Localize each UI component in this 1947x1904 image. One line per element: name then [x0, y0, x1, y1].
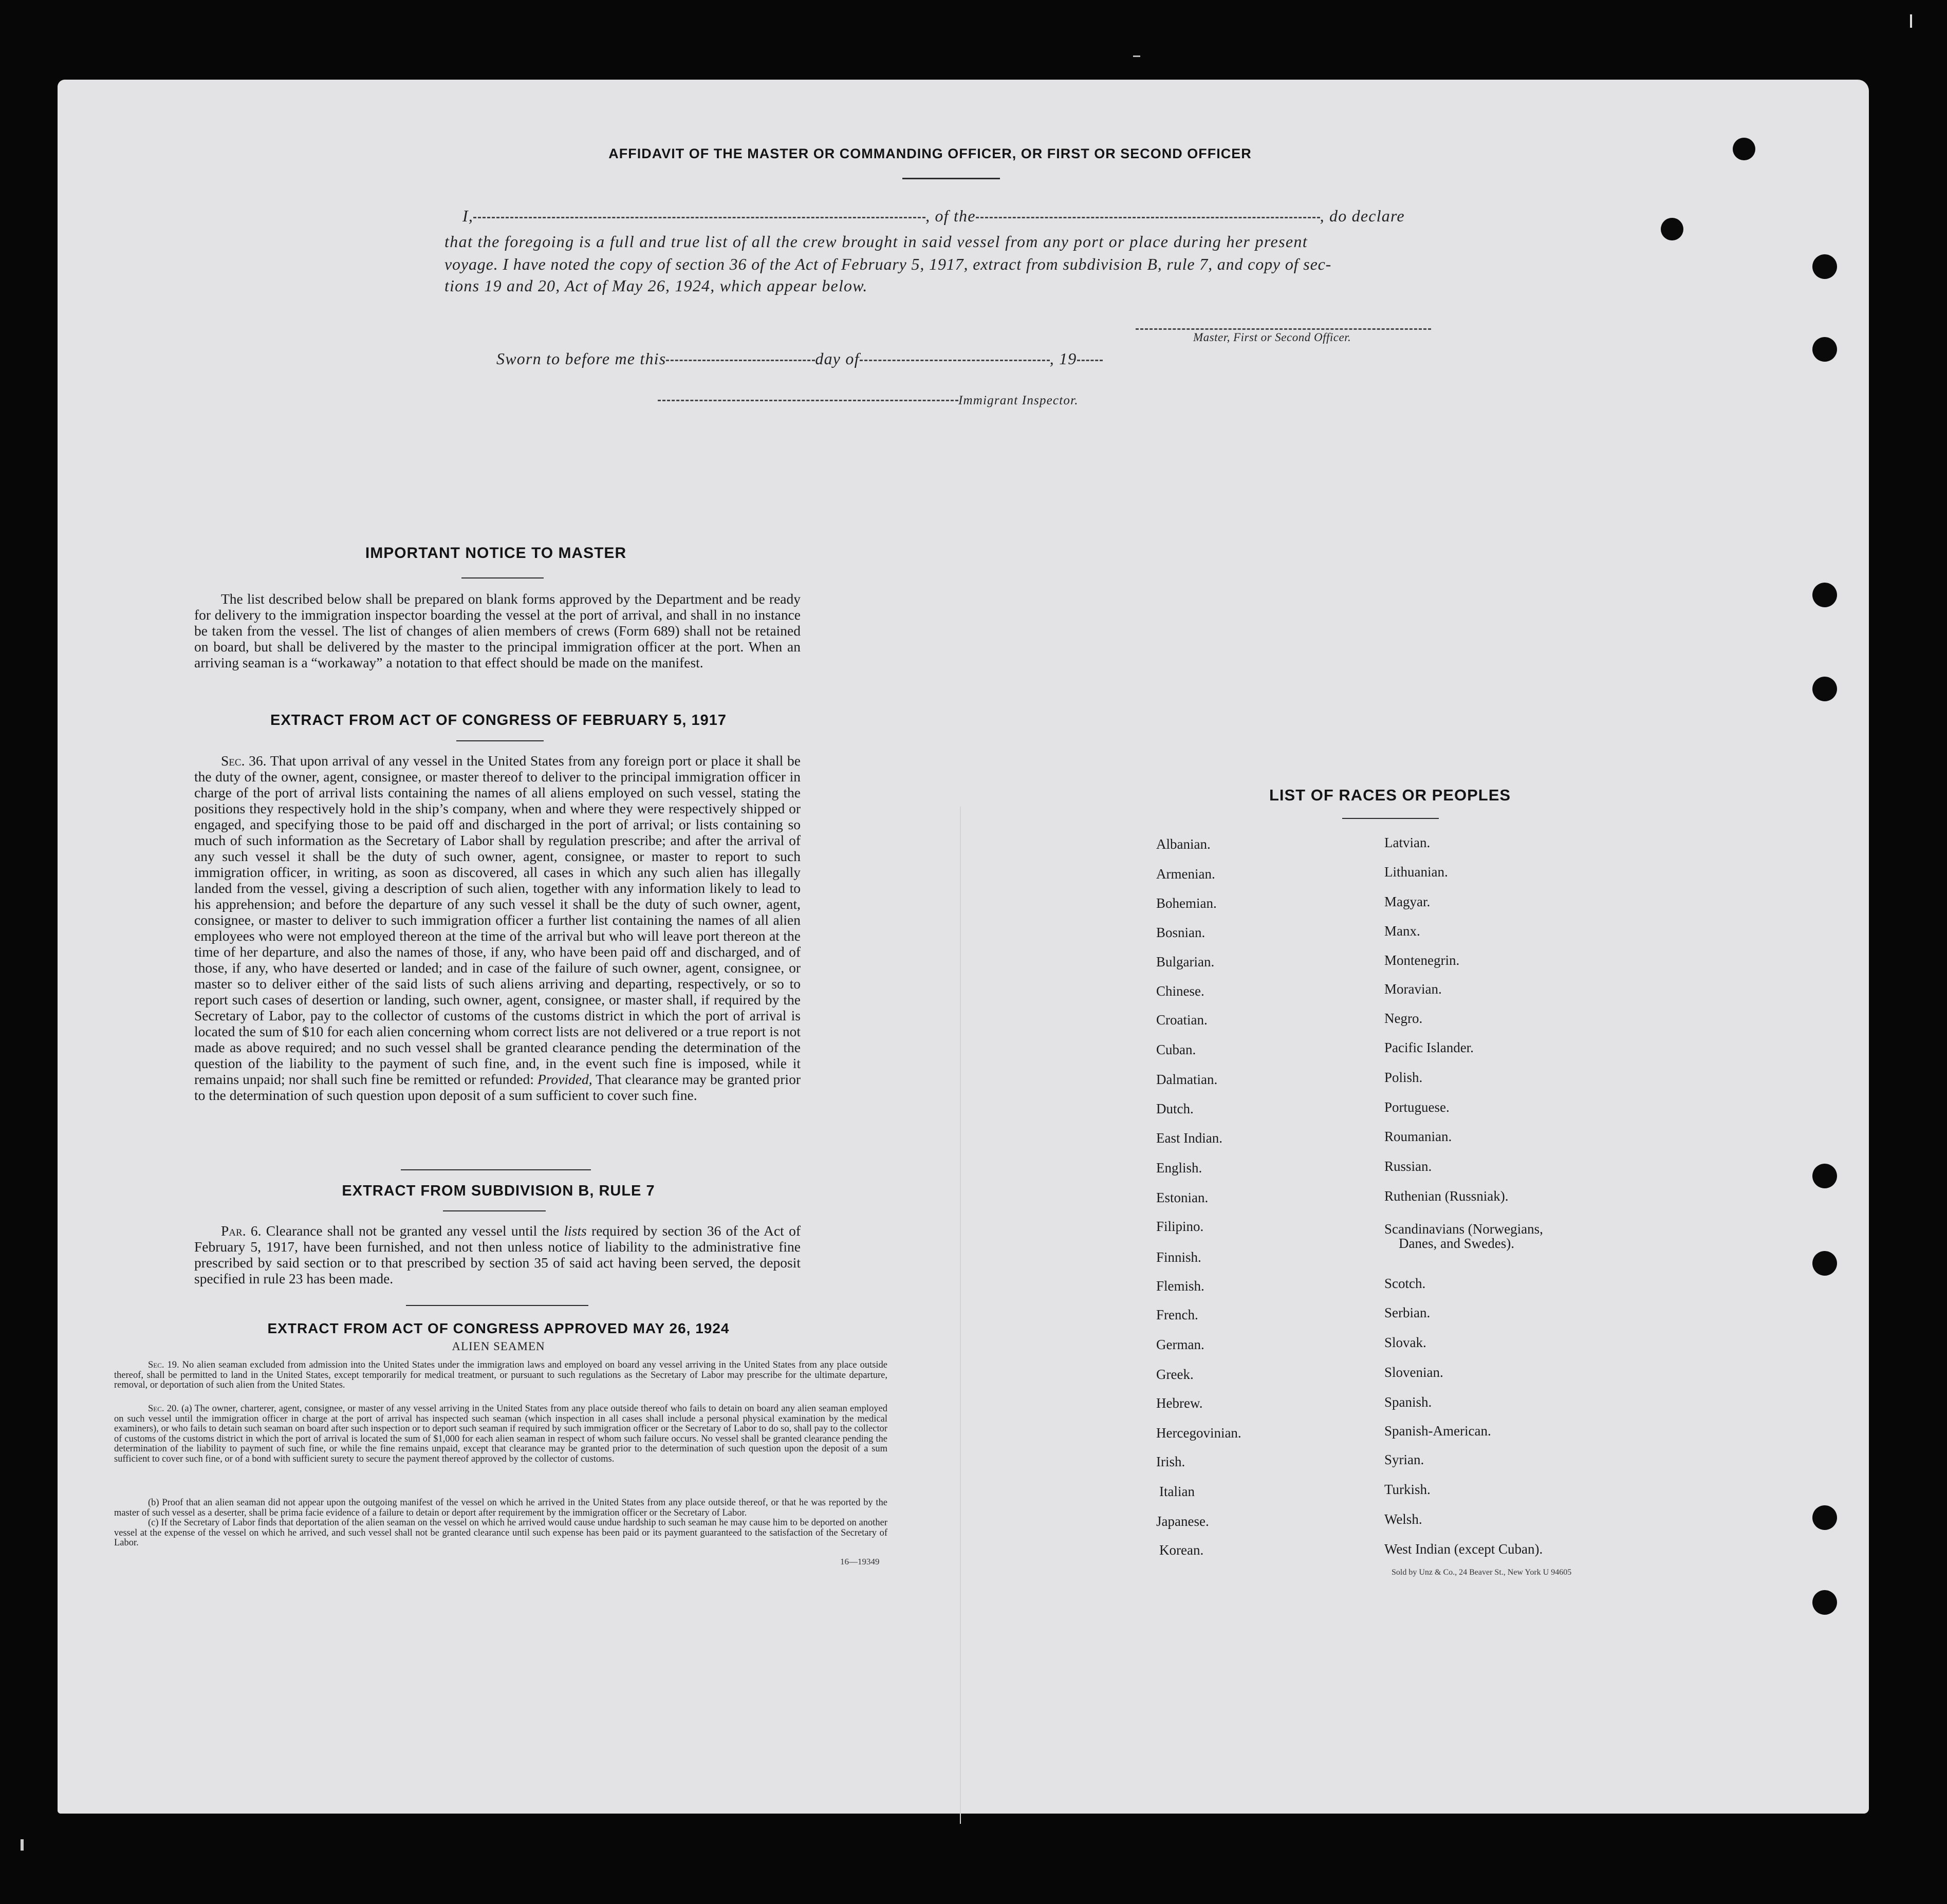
race-item: Finnish. [1156, 1249, 1201, 1265]
race-item: Bulgarian. [1156, 954, 1215, 969]
race-item: Magyar. [1384, 894, 1431, 909]
sworn-year: , 19 [1049, 349, 1077, 368]
punch-hole [1812, 1590, 1837, 1615]
race-item: Hebrew. [1156, 1395, 1203, 1411]
race-item: Dalmatian. [1156, 1072, 1218, 1087]
sworn-month-blank[interactable] [860, 358, 1050, 361]
sworn-day: day of [815, 349, 860, 368]
sec-19-text [114, 1360, 887, 1391]
alien-seamen-subheading: ALIEN SEAMEN [452, 1340, 545, 1353]
divider [443, 1210, 546, 1211]
punch-hole [1812, 1164, 1837, 1188]
punch-hole [1812, 677, 1837, 701]
race-item-continuation: Danes, and Swedes). [1399, 1236, 1514, 1251]
inspector-label: Immigrant Inspector. [958, 394, 1079, 407]
extract-1917-text [194, 753, 801, 1103]
race-item: Hercegovinian. [1156, 1425, 1241, 1441]
par-6-text-before: Clearance shall not be granted any vessel until the [266, 1223, 560, 1239]
proviso-text: That clearance may be granted prior to the determination of such question upon deposit of a sum sufficient to cover such fine. [194, 1071, 801, 1103]
races-heading: LIST OF RACES OR PEOPLES [1269, 786, 1511, 804]
race-item: Scandinavians (Norwegians, [1384, 1221, 1543, 1237]
race-item: Bosnian. [1156, 925, 1206, 940]
form-number: 16—19349 [840, 1557, 880, 1566]
notice-heading: IMPORTANT NOTICE TO MASTER [365, 545, 627, 562]
divider [1342, 818, 1439, 819]
race-item: Pacific Islander. [1384, 1040, 1474, 1055]
punch-hole [1812, 254, 1837, 279]
notice-text: The list described below shall be prepared on blank forms approved by the Department and be ready for delivery to the immigration inspector boarding the vessel at the port of arrival, and shall in no instance be taken from the vessel. The list of changes of alien members of crews (Form 689) shall not be retained on board, but shall be delivered by the master to the principal immigration officer at the port. When an arriving seaman is a “workaway” a notation to that effect should be made on the manifest. [194, 591, 801, 670]
scan-speck [960, 807, 961, 1824]
subdivision-b-heading: EXTRACT FROM SUBDIVISION B, RULE 7 [342, 1183, 655, 1199]
race-item: Croatian. [1156, 1012, 1208, 1028]
race-item: Cuban. [1156, 1042, 1196, 1057]
printer-imprint: Sold by Unz & Co., 24 Beaver St., New York U 94605 [1392, 1568, 1572, 1577]
race-item: Slovak. [1384, 1335, 1426, 1350]
affidavit-line-3: voyage. I have noted the copy of section 36 of the Act of February 5, 1917, extract from subdivision B, rule 7, and copy of sec- [444, 255, 1332, 273]
divider [461, 577, 544, 578]
race-item: German. [1156, 1337, 1204, 1352]
declarant-end: , do declare [1320, 207, 1405, 225]
sec-20-label: Sec. 20. [148, 1404, 179, 1414]
race-item: Negro. [1384, 1011, 1423, 1026]
punch-hole [1661, 218, 1683, 240]
punch-hole [1812, 1505, 1837, 1530]
race-item: Estonian. [1156, 1190, 1209, 1205]
divider [406, 1305, 588, 1306]
declarant-mid: , of the [925, 207, 976, 225]
sworn-year-blank[interactable] [1077, 358, 1103, 361]
subdivision-b-text [194, 1223, 801, 1286]
par-6-text-after: required by section 36 of the Act of February 5, 1917, have been furnished, and not then unless notice of liability to the administrative fine prescribed by said section or to that prescribed by section 35 of said act having been served, the deposit specified in rule 23 has been made. [194, 1223, 801, 1286]
race-item: Polish. [1384, 1070, 1423, 1085]
race-item: Chinese. [1156, 983, 1204, 999]
race-item: Manx. [1384, 923, 1420, 939]
punch-hole [1733, 138, 1755, 160]
extract-1917-heading: EXTRACT FROM ACT OF CONGRESS OF FEBRUARY 5, 1917 [270, 712, 727, 729]
race-item: Bohemian. [1156, 895, 1217, 911]
scan-speck [21, 1839, 24, 1851]
race-item: Ruthenian (Russniak). [1384, 1188, 1509, 1204]
scan-speck [1910, 14, 1912, 28]
extract-1924-heading: EXTRACT FROM ACT OF CONGRESS APPROVED MAY 26, 1924 [267, 1320, 730, 1336]
race-item: Dutch. [1156, 1101, 1194, 1116]
sec-20a-body: (a) The owner, charterer, agent, consignee, or master of any vessel arriving in the United States from any place outside thereof who fails to detain on board any alien seaman employed on such vessel until the immigration officer in charge at the port of arrival has inspected such seaman (which inspection in all cases shall include a personal physical examination by the medical examiners), or who fails to detain such seaman on board after such inspection or to deport such seaman if required by such immigration officer or the Secretary of Labor to do so, shall pay to the collector of customs of the customs district in which the port of arrival is located the sum of $1,000 for each alien seaman in respect of whom such failure occurs. No vessel shall be granted clearance pending the determination of the liability to payment of such fine, or while the fine remains unpaid, except that clearance may be granted prior to the determination of such question upon the deposit of a sum sufficient to cover such fine, or of a bond with sufficient surety to secure the payment thereof approved by the collector of customs. [114, 1404, 888, 1464]
race-item: Spanish-American. [1384, 1423, 1491, 1439]
race-item: Russian. [1384, 1159, 1432, 1174]
race-item: Roumanian. [1384, 1129, 1452, 1144]
inspector-signature-blank[interactable] [658, 398, 958, 401]
race-item: West Indian (except Cuban). [1384, 1541, 1543, 1557]
sec-36-text: That upon arrival of any vessel in the United States from any foreign port or place it shall be the duty of the owner, agent, consignee, or master thereof to deliver to the principal immigration officer in charge of the port of arrival lists containing the names of all aliens employed on such vessel, stating the positions they respectively hold in the ship’s company, when and where they were respectively shipped or engaged, and specifying those to be paid off and discharged in the port of arrival; or lists containing so much of such information as the Secretary of Labor shall by regulation prescribe; and after the arrival of any such vessel it shall be the duty of such owner, agent, consignee, or master to report to such immigration officer, in writing, as soon as discovered, all cases in which any such alien has illegally landed from the vessel, giving a description of such alien, together with any information likely to lead to his apprehension; and before the departure of any such vessel it shall be the duty of such owner, agent, consignee, or master to deliver to such immigration officer a further list containing the names of all alien employees who were not employed thereon at the time of the arrival but who will leave port thereon at the time of her departure, and also the names of those, if any, who have been paid off and discharged, and of those, if any, who have deserted or landed; and in case of the failure of such owner, agent, consignee, or master so to deliver either of the said lists of such aliens arriving and departing, respectively, or so to report such cases of desertion or landing, such owner, agent, consignee, or master shall, if required by the Secretary of Labor, pay to the collector of customs of the customs district in which the port of arrival is located the sum of $10 for each alien concerning whom correct lists are not delivered or a true report is not made as above required; and no such vessel shall be granted clearance pending the determination of the question of the liability to the payment of such fine, and, in the event such fine is imposed, while it remains unpaid; nor shall such fine be remitted or refunded: [194, 753, 801, 1087]
race-item: Moravian. [1384, 981, 1442, 997]
race-item: Italian [1159, 1484, 1195, 1499]
vessel-blank[interactable] [976, 215, 1320, 218]
sworn-prefix: Sworn to before me this [496, 349, 666, 368]
race-item: Latvian. [1384, 835, 1431, 850]
punch-hole [1812, 1251, 1837, 1276]
race-item: Serbian. [1384, 1305, 1431, 1320]
declarant-prefix: I, [462, 207, 474, 225]
sworn-line [496, 349, 1103, 368]
divider [902, 178, 1000, 179]
inspector-line [658, 394, 1079, 408]
race-item: Welsh. [1384, 1511, 1422, 1527]
sec-19-label: Sec. 19. [148, 1360, 179, 1370]
race-item: Albanian. [1156, 836, 1211, 852]
race-item: French. [1156, 1307, 1198, 1322]
sworn-day-blank[interactable] [666, 358, 815, 361]
sec-19-body: No alien seaman excluded from admission into the United States under the immigration laws and employed on board any vessel arriving in the United States from any place outside thereof, shall be permitted to land in the United States, except temporarily for medical treatment, or pursuant to such regulations as the Secretary of Labor may prescribe for the ultimate departure, removal, or deportation of such alien from the United States. [114, 1360, 888, 1391]
sec-20b-text: (b) Proof that an alien seaman did not appear upon the outgoing manifest of the vessel on which he arrived in the United States from any place outside thereof, or that he was reported by the master of such vessel as a deserter, shall be prima facie evidence of a failure to detain or deport after requirement by the immigration officer or the Secretary of Labor. [114, 1498, 887, 1518]
sec-36-label: Sec. 36. [221, 753, 267, 769]
race-item: Korean. [1159, 1542, 1204, 1558]
race-item: Syrian. [1384, 1452, 1424, 1467]
par-6-label: Par. 6. [221, 1223, 262, 1239]
affidavit-title: AFFIDAVIT OF THE MASTER OR COMMANDING OFFICER, OR FIRST OR SECOND OFFICER [608, 146, 1252, 161]
affidavit-line-1 [462, 207, 1405, 226]
race-item: English. [1156, 1160, 1202, 1175]
sec-20c-text: (c) If the Secretary of Labor finds that deportation of the alien seaman on the vessel on which he arrived would cause undue hardship to such seaman he may cause him to be deported on another vessel at the expense of the vessel on which he arrived, and such vessel shall not be granted clearance until such expense has been paid or its payment guaranteed to the satisfaction of the Secretary of Labor. [114, 1518, 887, 1548]
race-item: Greek. [1156, 1367, 1194, 1382]
race-item: Lithuanian. [1384, 864, 1448, 880]
race-item: Japanese. [1156, 1514, 1209, 1529]
punch-hole [1812, 337, 1837, 362]
race-item: Spanish. [1384, 1394, 1432, 1410]
name-blank[interactable] [473, 215, 925, 218]
race-item: Slovenian. [1384, 1365, 1443, 1380]
race-item: East Indian. [1156, 1130, 1222, 1146]
proviso-word: Provided, [537, 1071, 592, 1087]
punch-hole [1812, 583, 1837, 607]
race-item: Filipino. [1156, 1219, 1204, 1234]
lists-word: lists [564, 1223, 587, 1239]
race-item: Turkish. [1384, 1482, 1431, 1497]
affidavit-line-4: tions 19 and 20, Act of May 26, 1924, which appear below. [444, 276, 868, 295]
race-item: Portuguese. [1384, 1099, 1450, 1115]
sec-20a-text [114, 1404, 887, 1465]
divider [401, 1169, 591, 1170]
race-item: Montenegrin. [1384, 953, 1460, 968]
race-item: Scotch. [1384, 1276, 1426, 1291]
affidavit-line-2: that the foregoing is a full and true list of all the crew brought in said vessel from any port or place during her present [444, 232, 1308, 251]
divider [456, 740, 544, 741]
race-item: Flemish. [1156, 1278, 1204, 1294]
master-signature-line[interactable] [1136, 326, 1431, 330]
scan-speck [1133, 55, 1140, 57]
master-label: Master, First or Second Officer. [1193, 331, 1351, 344]
race-item: Armenian. [1156, 866, 1215, 882]
race-item: Irish. [1156, 1454, 1185, 1469]
